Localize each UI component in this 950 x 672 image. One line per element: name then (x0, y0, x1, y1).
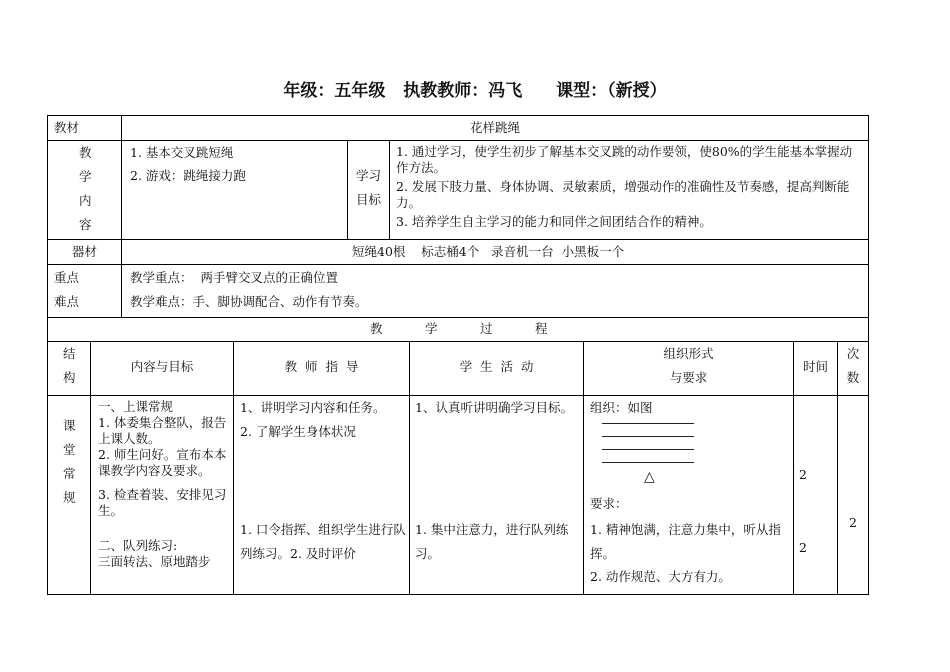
row-divider (47, 317, 869, 318)
col-header-organization: 与要求 (669, 370, 708, 385)
key-points-label: 重点 (54, 270, 80, 285)
content-heading: 二、队列练习: (98, 538, 178, 553)
structure-char: 课 (63, 418, 76, 433)
table-border-bottom (47, 594, 869, 595)
col-header-structure: 构 (63, 370, 76, 385)
content-step: 2. 师生问好。宣布本本课教学内容及要求。 (98, 447, 227, 478)
count-value: 2 (849, 515, 857, 530)
page-title (0, 76, 950, 101)
table-border-right (868, 115, 869, 595)
process-title-char: 学 (425, 321, 438, 336)
goals-label: 学习 (356, 168, 382, 183)
col-divider (347, 140, 348, 240)
content-item: 2. 游戏：跳绳接力跑 (130, 168, 246, 183)
student-activity-item: 1、认真听讲明确学习目标。 (415, 400, 573, 415)
col-divider (121, 115, 122, 318)
col-header-time: 时间 (802, 359, 828, 374)
col-header-count: 数 (846, 370, 860, 385)
teacher-guide-item: 1、讲明学习内容和任务。 (240, 400, 386, 415)
col-divider (409, 341, 410, 595)
grade-label: 年级：五年级 (283, 81, 386, 101)
content-step: 3. 检查着装、安排见习生。 (98, 487, 227, 518)
content-heading: 一、上课常规 (98, 399, 174, 414)
row-divider (47, 395, 869, 396)
organization-label: 组织：如图 (590, 400, 653, 415)
content-label-char: 教 (79, 145, 92, 160)
goals-label: 目标 (356, 192, 382, 207)
teacher-guide-item: 2. 了解学生身体状况 (240, 424, 356, 439)
teacher-position-icon: △ (644, 469, 655, 485)
teacher-label: 执教教师：冯飞 (403, 81, 523, 101)
learning-goal: 3. 培养学生自主学习的能力和同伴之间团结合作的精神。 (396, 214, 712, 229)
equipment-value: 短绳40根 标志桶4个 录音机一台 小黑板一个 (352, 244, 625, 259)
teacher-guide-item: 1. 口令指挥、组织学生进行队列练习。2. 及时评价 (240, 522, 406, 561)
key-points-label: 难点 (54, 294, 80, 309)
row-divider (47, 341, 869, 342)
col-header-content-goal: 内容与目标 (130, 359, 194, 374)
content-step: 三面转法、原地踏步 (98, 554, 211, 569)
learning-goal: 2. 发展下肢力量、身体协调、灵敏素质，增强动作的准确性及节奏感，提高判断能力。 (396, 179, 850, 210)
time-value: 2 (799, 467, 807, 482)
col-header-count: 次 (846, 346, 860, 361)
requirement-item: 2. 动作规范、大方有力。 (590, 569, 731, 584)
time-value: 2 (799, 540, 807, 555)
textbook-value: 花样跳绳 (469, 120, 520, 135)
content-label-char: 学 (79, 169, 92, 184)
col-divider (793, 341, 794, 595)
process-title-char: 教 (370, 321, 383, 336)
row-divider (47, 264, 869, 265)
student-activity-item: 1. 集中注意力，进行队列练习。 (415, 522, 569, 561)
table-border-top (47, 115, 869, 116)
equipment-label: 器材 (72, 244, 98, 259)
col-header-organization: 组织形式 (663, 346, 714, 361)
row-divider (47, 239, 869, 240)
teaching-focus: 教学重点： 两手臂交叉点的正确位置 (130, 270, 338, 285)
formation-line (602, 436, 694, 437)
requirements-label: 要求： (590, 496, 628, 511)
formation-line (602, 423, 694, 424)
col-header-structure: 结 (63, 346, 76, 361)
process-title-char: 过 (480, 321, 493, 336)
col-header-teacher-guide: 教 师 指 导 (284, 359, 359, 374)
structure-char: 常 (63, 466, 76, 481)
col-divider (90, 341, 91, 595)
content-label-char: 容 (79, 217, 92, 232)
content-item: 1. 基本交叉跳短绳 (130, 145, 234, 160)
formation-line (602, 462, 694, 463)
lesson-type-label: 课型：（新授） (556, 81, 667, 101)
formation-line (602, 449, 694, 450)
learning-goal: 1. 通过学习，使学生初步了解基本交叉跳的动作要领，使80%的学生能基本掌握动作方法。 (396, 144, 853, 175)
requirement-item: 1. 精神饱满，注意力集中，听从指挥。 (590, 522, 781, 561)
row-divider (47, 140, 869, 141)
table-border-left (47, 115, 48, 595)
content-step: 1. 体委集合整队，报告上课人数。 (98, 415, 227, 446)
textbook-label: 教材 (54, 120, 80, 135)
col-divider (389, 140, 390, 240)
col-divider (233, 341, 234, 595)
structure-char: 堂 (63, 442, 76, 457)
content-label-char: 内 (79, 193, 92, 208)
structure-char: 规 (63, 490, 76, 505)
process-title-char: 程 (535, 321, 548, 336)
teaching-difficulty: 教学难点：手、脚协调配合、动作有节奏。 (130, 294, 368, 309)
col-header-student-activity: 学 生 活 动 (459, 359, 534, 374)
